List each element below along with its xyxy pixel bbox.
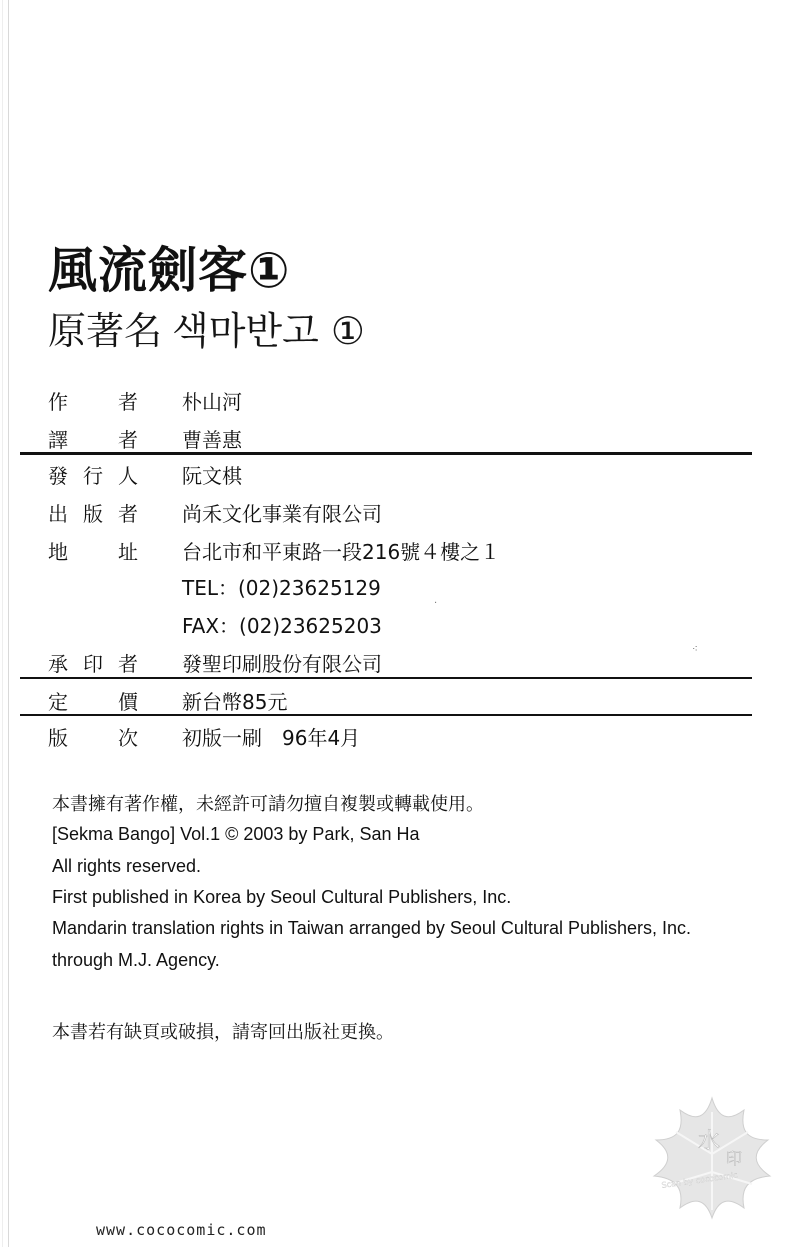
credit-label: 地 址 [48,540,138,564]
english-line: through M.J. Agency. [52,950,220,970]
divider-rule [20,677,752,679]
credit-label: 定 價 [48,690,138,714]
replacement-notice: 本書若有缺頁或破損，請寄回出版社更換。 [52,1022,394,1043]
english-line: Mandarin translation rights in Taiwan arranged by Seoul Cultural Publishers, Inc. [52,918,692,938]
page-edge-line [8,0,9,1247]
english-line: All rights reserved. [52,856,202,876]
divider-rule [20,714,752,716]
scan-speck: · [434,598,438,609]
credit-value: 朴山河 [182,390,242,414]
credit-value: 阮文棋 [182,464,242,488]
fax-value: FAX：(02)23625203 [182,614,382,638]
credit-label: 承 印 者 [48,652,138,676]
credit-value: 初版一刷 96年4月 [182,726,361,750]
watermark-char: 印 [726,1149,743,1168]
watermark-char: 水 [698,1129,721,1154]
english-line: First published in Korea by Seoul Cultural Publishers, Inc. [52,887,512,907]
credit-value: 曹善惠 [182,428,242,452]
book-title: 風流劍客① [48,242,291,299]
credit-value: 台北市和平東路一段216號４樓之１ [182,540,501,564]
credit-label: 出 版 者 [48,502,138,526]
footer-url: www.cococomic.com [96,1221,267,1239]
page-edge-line [2,0,3,1247]
credit-label: 版 次 [48,726,138,750]
credit-value: 尚禾文化事業有限公司 [182,502,382,526]
credit-value: 新台幣85元 [182,690,288,714]
credit-label: 作 者 [48,390,138,414]
credit-label: 譯 者 [48,428,138,452]
original-title-korean: 색마반고 ① [172,309,365,353]
credit-label: 發 行 人 [48,464,138,488]
english-line: [Sekma Bango] Vol.1 © 2003 by Park, San Ha [52,824,420,844]
scan-speck: ⁖ [692,644,698,655]
watermark-scan-text: Scan by cococomic [661,1170,739,1190]
original-title [48,300,365,355]
copyright-notice: 本書擁有著作權，未經許可請勿擅自複製或轉載使用。 [52,794,484,815]
divider-rule [20,452,752,455]
tel-value: TEL：(02)23625129 [182,576,381,600]
original-title-label: 原著名 [48,309,163,353]
credit-value: 發聖印刷股份有限公司 [182,652,382,676]
watermark-leaf-icon [648,1092,776,1222]
